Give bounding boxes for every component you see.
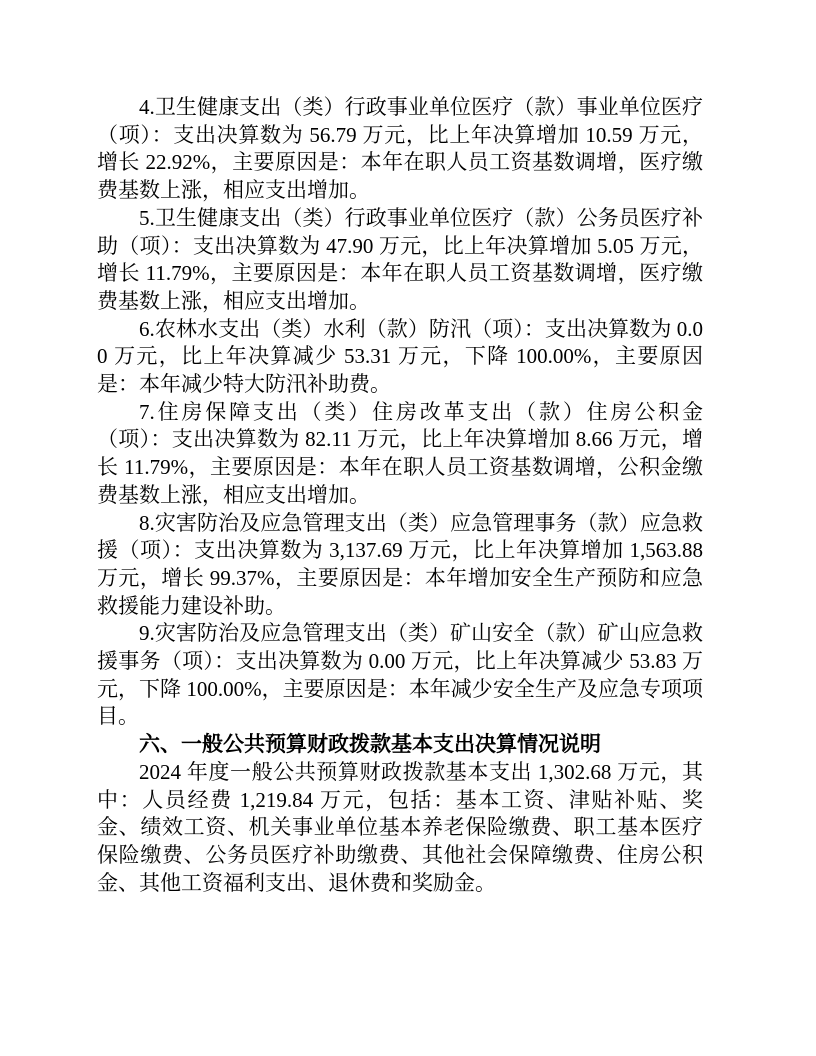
document-body [97, 94, 703, 897]
paragraph-housing-provident-fund: 7.住房保障支出（类）住房改革支出（款）住房公积金（项）：支出决算数为 82.11 万元，比上年决算增加 8.66 万元，增长 11.79%，主要原因是：本年在职人员工资基数调增，公积金缴费基数上涨，相应支出增加。 [97, 399, 703, 507]
paragraph-health-expenditure-civil-servant-medical: 5.卫生健康支出（类）行政事业单位医疗（款）公务员医疗补助（项）：支出决算数为 47.90 万元，比上年决算增加 5.05 万元，增长 11.79%，主要原因是：本年在职人员工资基数调增，医疗缴费基数上涨，相应支出增加。 [97, 205, 703, 313]
section-heading-basic-expenditure: 六、一般公共预算财政拨款基本支出决算情况说明 [139, 733, 601, 757]
paragraph-health-expenditure-institution-medical: 4.卫生健康支出（类）行政事业单位医疗（款）事业单位医疗（项）：支出决算数为 56.79 万元，比上年决算增加 10.59 万元，增长 22.92%，主要原因是：本年在职人员工资基数调增，医疗缴费基数上涨，相应支出增加。 [97, 95, 703, 203]
paragraph-emergency-rescue: 8.灾害防治及应急管理支出（类）应急管理事务（款）应急救援（项）：支出决算数为 3,137.69 万元，比上年决算增加 1,563.88 万元，增长 99.37%，主要原因是：本年增加安全生产预防和应急救援能力建设补助。 [97, 510, 703, 618]
paragraph-mine-safety-rescue: 9.灾害防治及应急管理支出（类）矿山安全（款）矿山应急救援事务（项）：支出决算数为 0.00 万元，比上年决算减少 53.83 万元，下降 100.00%，主要原因是：本年减少安全生产及应急专项项目。 [97, 621, 703, 729]
paragraph-basic-expenditure-detail: 2024 年度一般公共预算财政拨款基本支出 1,302.68 万元，其中：人员经费 1,219.84 万元，包括：基本工资、津贴补贴、奖金、绩效工资、机关事业单位基本养老保险缴费、职工基本医疗保险缴费、公务员医疗补助缴费、其他社会保障缴费、住房公积金、其他工资福利支出、退休费和奖励金。 [97, 759, 703, 895]
paragraph-agriculture-water-flood-control: 6.农林水支出（类）水利（款）防汛（项）：支出决算数为 0.00 万元，比上年决算减少 53.31 万元，下降 100.00%，主要原因是：本年减少特大防汛补助费。 [97, 316, 703, 397]
